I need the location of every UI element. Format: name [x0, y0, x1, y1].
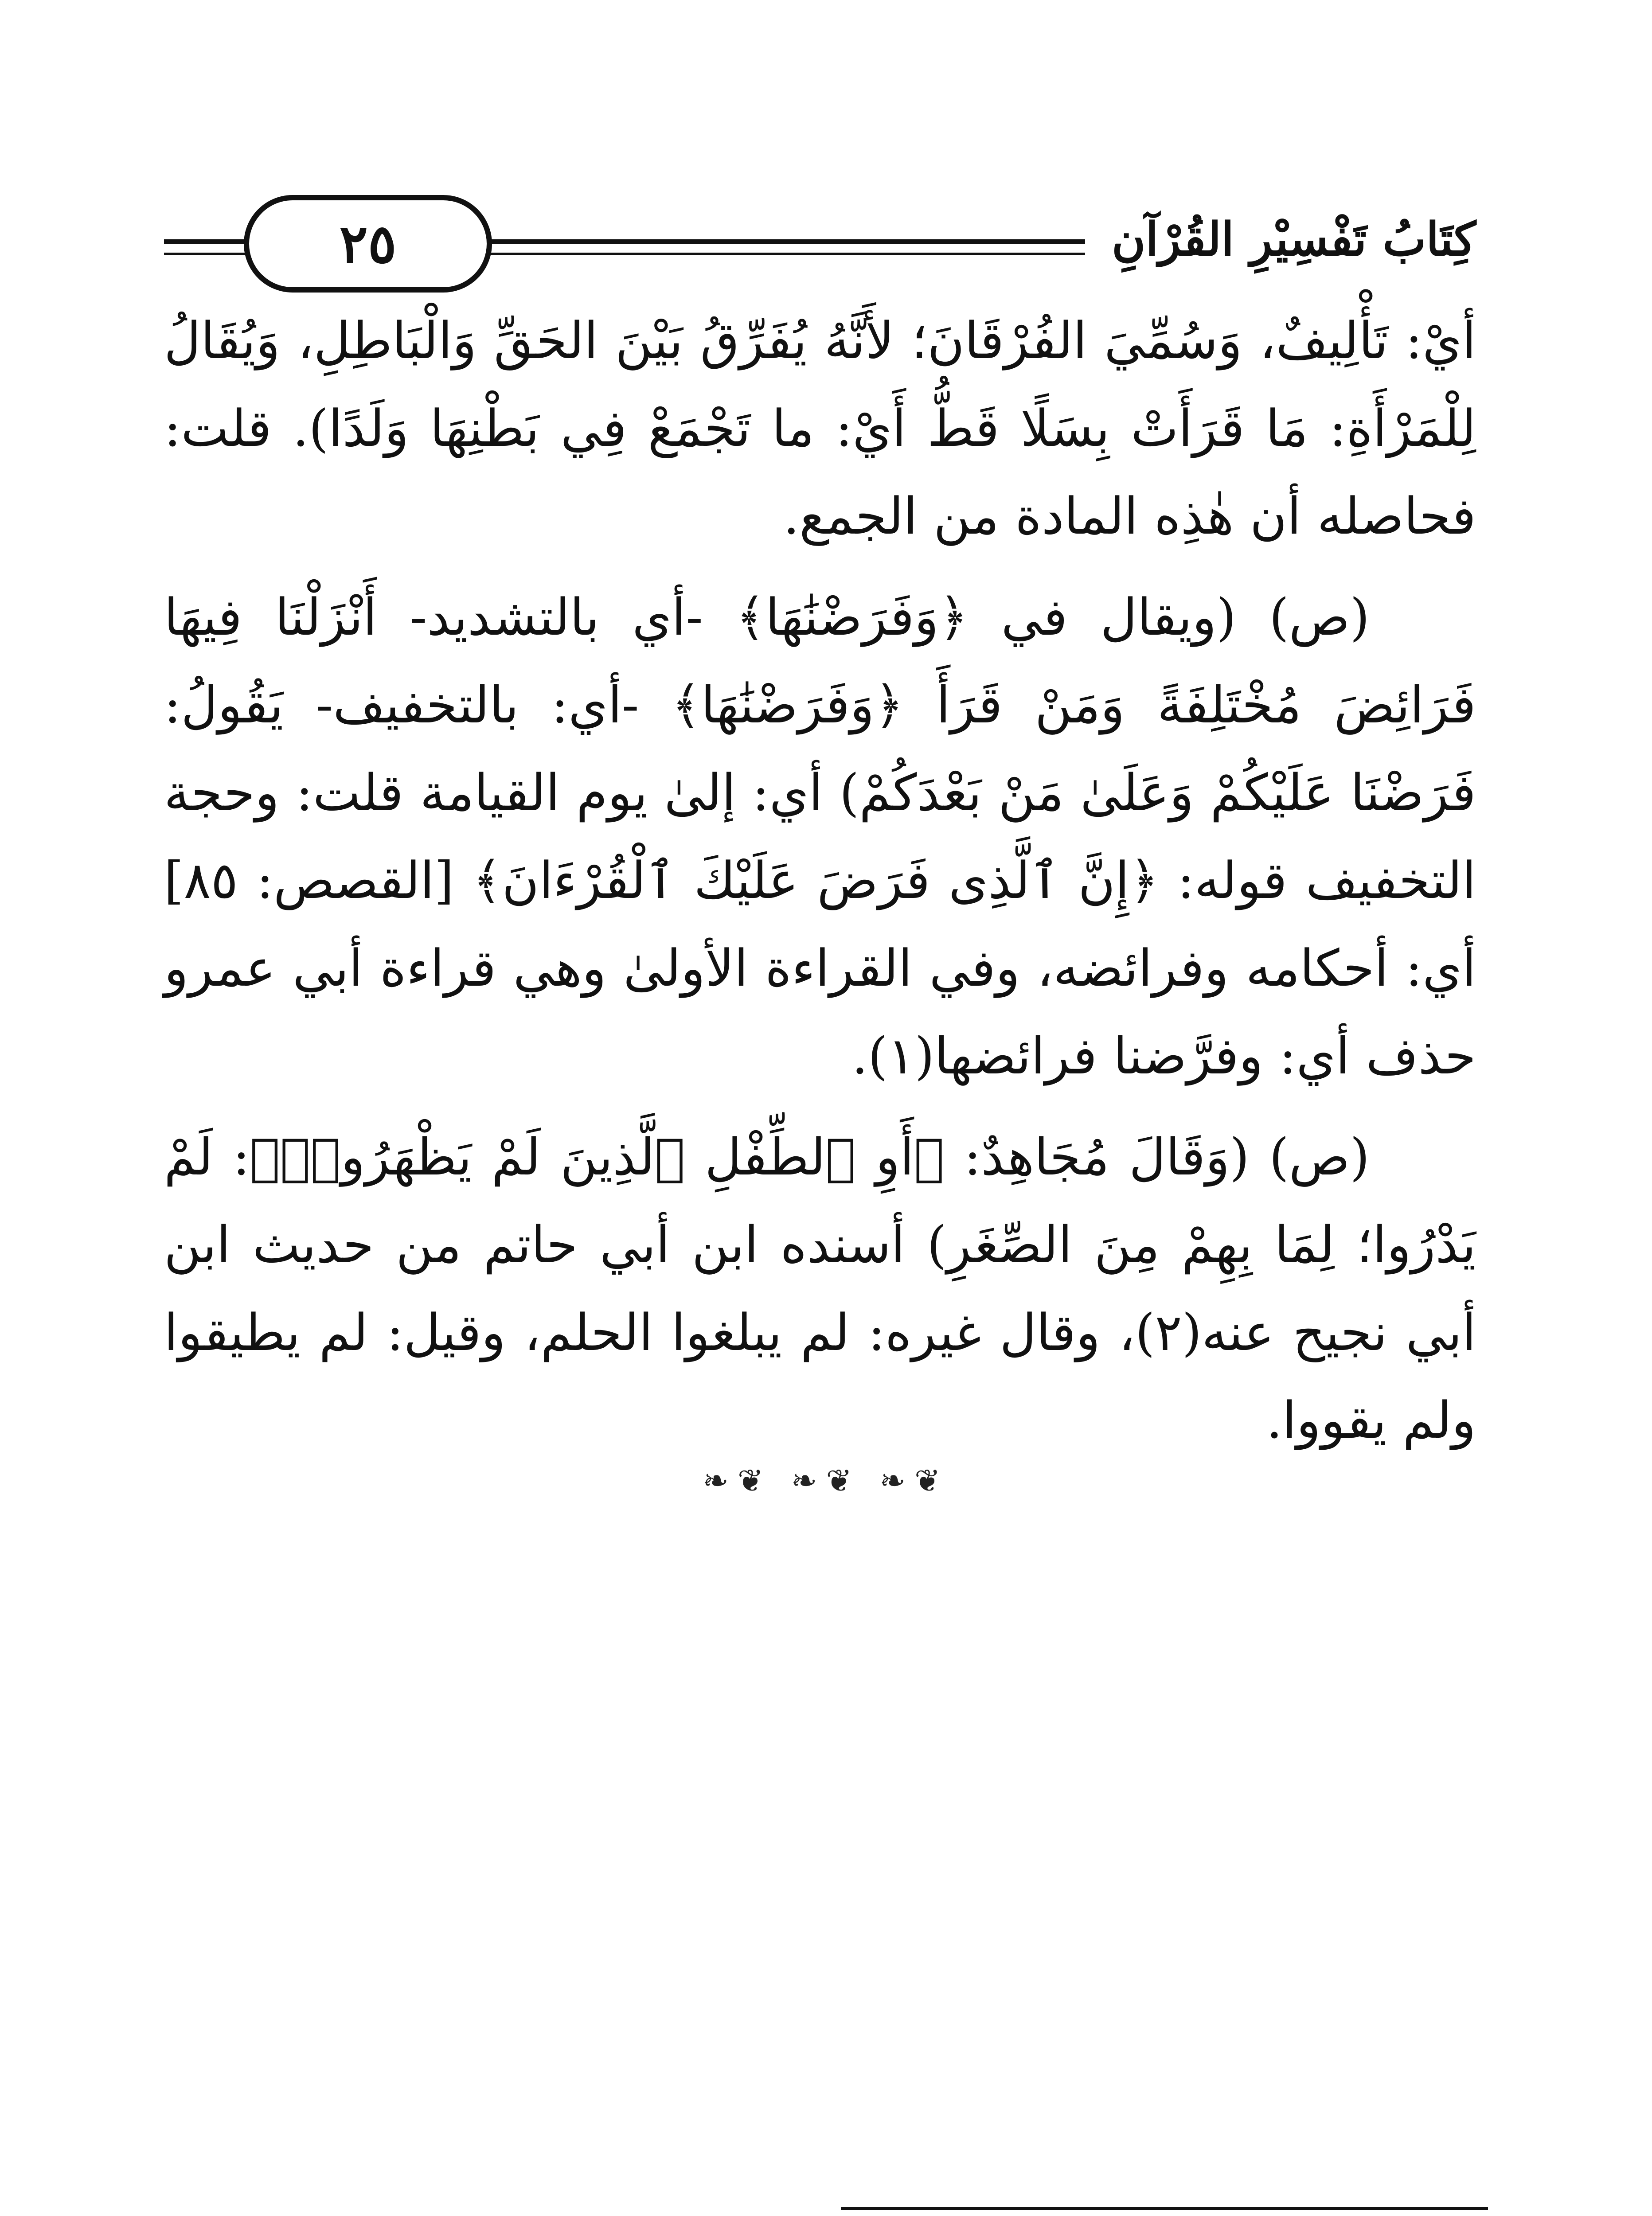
- main-text: [164, 297, 1476, 1478]
- paragraph: (ص) (ويقال في ﴿وَفَرَضْنَٰهَا﴾ -أي بالتشديد- أَنْزَلْنَا فِيهَا فَرَائِضَ مُخْتَلِفَةً وَمَنْ قَرَأَ ﴿وَفَرَضْنَٰهَا﴾ -أي: بالتخفيف- يَقُولُ: فَرَضْنَا عَلَيْكُمْ وَعَلَىٰ مَنْ بَعْدَكُمْ) أي: إلىٰ يوم القيامة قلت: وحجة التخفيف قوله: ﴿إِنَّ ٱلَّذِى فَرَضَ عَلَيْكَ ٱلْقُرْءَانَ﴾ [القصص: ٨٥] أي: أحكامه وفرائضه، وفي القراءة الأولىٰ وهي قراءة أبي عمرو حذف أي: وفرَّضنا فرائضها(١).: [164, 588, 1476, 1085]
- page-header: [164, 186, 1476, 301]
- paragraph: (ص) (وَقَالَ مُجَاهِدٌ: ﴿أَوِ ٱلطِّفْلِ ٱلَّذِينَ لَمْ يَظْهَرُوا۟﴾: لَمْ يَدْرُوا؛ لِمَا بِهِمْ مِنَ الصِّغَرِ) أسنده ابن أبي حاتم من حديث ابن أبي نجيح عنه(٢)، وقال غيره: لم يبلغوا الحلم، وقيل: لم يطيقوا ولم يقووا.: [164, 1128, 1476, 1450]
- paragraph: أيْ: تَأْلِيفٌ، وَسُمِّيَ الفُرْقَانَ؛ لأَنَّهُ يُفَرِّقُ بَيْنَ الحَقِّ وَالْبَاطِلِ، وَيُقَالُ لِلْمَرْأَةِ: مَا قَرَأَتْ بِسَلًا قَطُّ أَيْ: ما تَجْمَعْ فِي بَطْنِهَا وَلَدًا). قلت: فحاصله أن هٰذِه المادة من الجمع.: [164, 311, 1476, 546]
- page-number-frame: [244, 195, 492, 293]
- page-number: ٢٥: [339, 212, 397, 275]
- running-title: كِتَابُ تَفْسِيْرِ القُرْآنِ: [1085, 204, 1476, 275]
- section-ornament: ❦❧ ❦❧ ❦❧: [703, 1463, 949, 1499]
- footnote-separator: [841, 2207, 1488, 2210]
